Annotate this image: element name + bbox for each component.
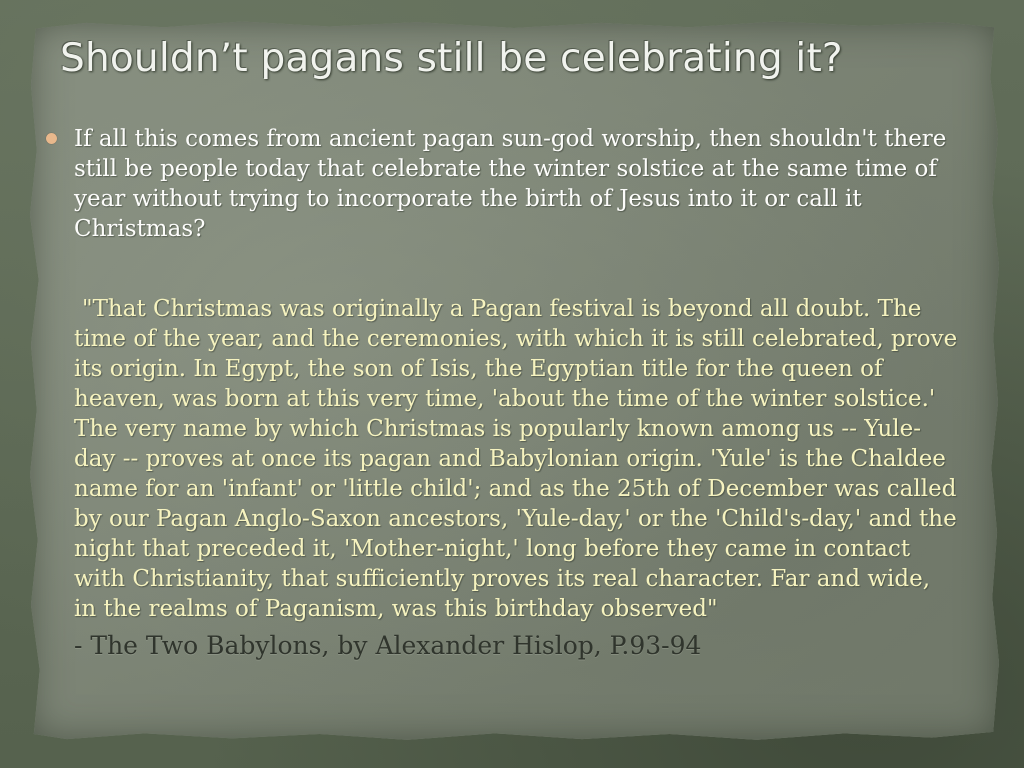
quote-paragraph (74, 294, 959, 624)
quote-text: "That Christmas was originally a Pagan festival is beyond all doubt. The time of the year, and the ceremonies, with which it is still celebrated, prove its origin. In Egypt, the son of Isis, the Egyptian title for the queen of heaven, was born at this very time, 'about the time of the winter solstice.' The very name by which Christmas is popularly known among us -- Yule-day -- proves at once its pagan and Babylonian origin. 'Yule' is the Chaldee name for an 'infant' or 'little child'; and as the 25th of December was called by our Pagan Anglo-Saxon ancestors, 'Yule-day,' or the 'Child's-day,' and the night that preceded it, 'Mother-night,' long before they came in contact with Christianity, that sufficiently proves its real character. Far and wide, in the realms of Paganism, was this birthday observed" (74, 296, 958, 622)
citation: - The Two Babylons, by Alexander Hislop, P.93-94 (74, 631, 702, 660)
slide-content (74, 124, 959, 662)
slide-title: Shouldn’t pagans still be celebrating it? (60, 36, 843, 81)
bullet-dot-icon (46, 133, 57, 144)
bullet-paragraph (74, 124, 959, 244)
bullet-text: If all this comes from ancient pagan sun-god worship, then shouldn't there still be people today that celebrate the winter solstice at the same time of year without trying to incorporate the birth of Jesus into it or call it Christmas? (74, 126, 947, 242)
